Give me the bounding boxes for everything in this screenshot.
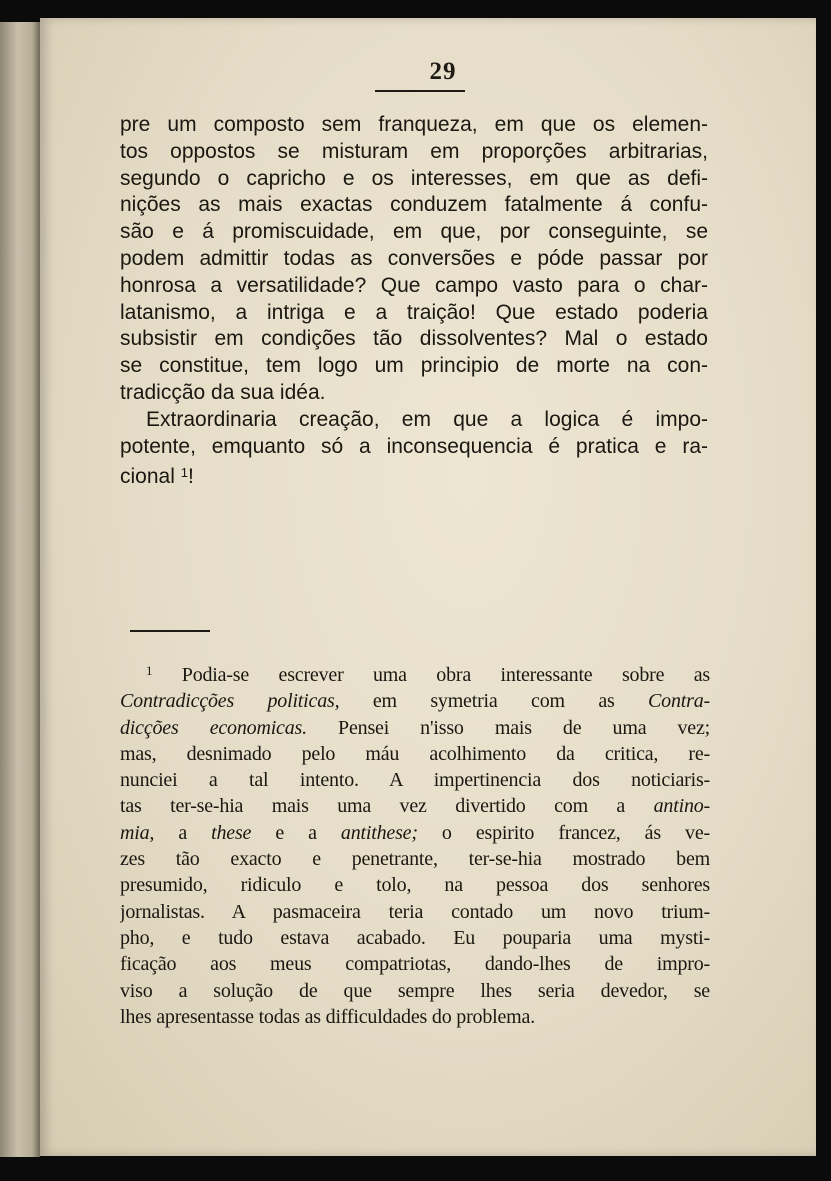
footnote-italic: Contra- <box>648 690 710 713</box>
footnote-italic: these <box>211 821 252 844</box>
left-page-edge <box>0 22 40 1157</box>
footnote-line: nunciei a tal intento. A impertinencia dos noticiaris- <box>120 769 710 792</box>
footnote-line: ficação aos meus compatriotas, dando-lhes de impro- <box>120 953 710 976</box>
body-line: nições as mais exactas conduzem fatalmente á confu- <box>120 193 708 217</box>
footnote-line: pho, e tudo estava acabado. Eu pouparia uma mysti- <box>120 926 710 949</box>
body-line: se constitue, tem logo um principio de morte na con- <box>120 354 708 378</box>
bleed-through-texture <box>160 488 720 514</box>
footnote-text: o espirito francez, ás ve- <box>417 821 710 844</box>
footnote-text: a <box>154 821 212 844</box>
footnote <box>120 658 710 1030</box>
footnote-line <box>120 658 710 688</box>
footnote-line <box>120 688 710 714</box>
page-number: 29 <box>429 58 457 85</box>
footnote-line: mas, desnimado pelo máu acolhimento da critica, re- <box>120 742 710 765</box>
body-line: pre um composto sem franqueza, em que os elemen- <box>120 113 708 136</box>
body-line: subsistir em condições tão dissolventes? Mal o estado <box>120 327 708 351</box>
footnote-line: presumido, ridiculo e tolo, na pessoa dos senhores <box>120 874 710 897</box>
body-line: cional <box>120 465 175 489</box>
footnote-line <box>120 793 710 819</box>
footnote-text: e a <box>251 821 341 844</box>
footnote-italic: antithese; <box>340 821 418 844</box>
footnote-line: zes tão exacto e penetrante, ter-se-hia mostrado bem <box>120 848 710 871</box>
body-last-line <box>120 460 708 491</box>
footnote-separator <box>130 630 210 632</box>
footnote-italic: mia, <box>120 821 155 844</box>
footnote-text: em symetria com as <box>339 690 649 713</box>
body-line: potente, emquanto só a inconsequencia é pratica e ra- <box>120 434 708 458</box>
footnote-text: tas ter-se-hia mais uma vez divertido com a <box>120 795 654 818</box>
footnote-italic: antino- <box>653 795 710 818</box>
footnote-line <box>120 715 710 741</box>
footnote-marker: 1 <box>146 663 153 678</box>
footnote-italic: dicções economicas. <box>120 716 307 739</box>
body-line: honrosa a versatilidade? Que campo vasto para o char- <box>120 273 708 297</box>
footnote-line: jornalistas. A pasmaceira teria contado um novo trium- <box>120 900 710 923</box>
footnote-reference: 1 <box>180 465 188 481</box>
closing-exclamation: ! <box>187 465 194 489</box>
body-line: tos oppostos se misturam em proporções arbitrarias, <box>120 139 708 163</box>
body-line: segundo o capricho e os interesses, em que as defi- <box>120 166 708 190</box>
footnote-line: lhes apresentasse todas as difficuldades do problema. <box>120 1005 536 1028</box>
book-page <box>40 18 816 1156</box>
body-line: Extraordinaria creação, em que a logica é impo- <box>146 407 708 431</box>
footnote-line <box>120 820 710 846</box>
footnote-line: viso a solução de que sempre lhes seria devedor, se <box>120 979 710 1002</box>
footnote-italic: Contradicções politicas, <box>120 690 340 713</box>
body-line: são e á promiscuidade, em que, por conseguinte, se <box>120 220 708 244</box>
body-line: latanismo, a intriga e a traição! Que estado poderia <box>120 300 708 324</box>
footnote-text: Pensei n'isso mais de uma vez; <box>306 716 710 739</box>
main-paragraph <box>120 112 708 491</box>
page-number-rule <box>375 90 465 92</box>
body-line: podem admittir todas as conversões e póde passar por <box>120 246 708 270</box>
footnote-text: Podia-se escrever uma obra interessante sobre as <box>181 664 710 686</box>
body-line: tradicção da sua idéa. <box>120 380 326 404</box>
